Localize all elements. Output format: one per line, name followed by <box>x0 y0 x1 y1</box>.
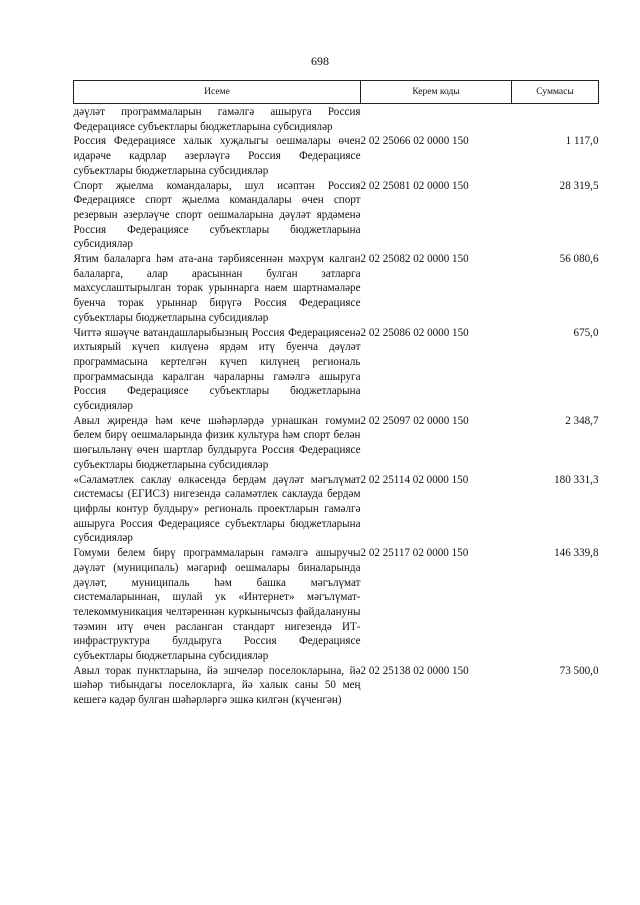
row-amount: 28 319,5 <box>559 179 599 192</box>
page-number: 698 <box>311 54 329 68</box>
row-amount: 73 500,0 <box>559 664 599 677</box>
column-header-code: Керем коды <box>361 81 512 104</box>
row-code <box>361 104 512 135</box>
row-amount: 56 080,6 <box>559 253 599 266</box>
table-row <box>74 414 599 473</box>
row-amount <box>512 104 599 135</box>
row-name: дәүләт программаларын гамәлгә ашыруга Россия Федерациясе субъектлары бюджетларына субсидияләр <box>73 106 361 133</box>
row-code: 2 02 25066 02 0000 150 <box>360 135 469 148</box>
table-row <box>74 134 599 178</box>
row-code: 2 02 25117 02 0000 150 <box>360 547 469 560</box>
row-name: Читтә яшәүче ватандашларыбызның Россия Федерациясенә ихтыярый күчеп килүенә ярдәм итү буенча дәүләт программасына кертелгән күчеп килүнең региональ программасында каралган чараларны гамәлгә ашыруга Россия Федерациясе субъектлары бюджетларына субсидияләр <box>73 326 361 413</box>
table-row <box>74 252 599 326</box>
row-name: Россия Федерациясе халык хуҗалыгы оешмалары өчен идарәче кадрлар әзерләүгә Россия Федерациясе субъектлары бюджетларына субсидияләр <box>73 135 361 177</box>
row-name: Авыл торак пунктларына, йә эшчеләр поселокларына, йә шәһәр тибындагы поселокларга, йә халык саны 50 мең кешегә кадәр булган шәһәрләргә эшкә килгән (күченгән) <box>73 664 361 707</box>
row-amount: 675,0 <box>573 326 599 339</box>
table-row <box>74 179 599 253</box>
table-header-row <box>74 81 599 104</box>
row-name: «Сәламәтлек саклау өлкәсендә бердәм дәүләт мәгълүмат системасы (ЕГИСЗ) нигезендә сәламәтлек саклауда бердәм цифрлы контур булдыру» региональ проектларын гамәлгә ашыруга Россия Федерациясе субъектлары бюджетларына субсидияләр <box>73 473 361 545</box>
row-code: 2 02 25082 02 0000 150 <box>360 253 469 266</box>
table-row <box>74 473 599 547</box>
budget-table <box>73 80 599 708</box>
row-name: Спорт җыелма командалары, шул исәптән Россия Федерациясе спорт җыелма командалары өчен спорт резервын әзерләүче спорт оешмаларына дәүләт ярдәменә Россия Федерациясе субъектлары бюджетларына субсидияләр <box>73 179 361 251</box>
row-code: 2 02 25086 02 0000 150 <box>360 326 469 339</box>
column-header-name: Исеме <box>74 81 361 104</box>
row-code: 2 02 25138 02 0000 150 <box>360 664 469 677</box>
row-name: Авыл җирендә һәм кече шәһәрләрдә урнашкан гомуми белем бирү оешмаларында физик культура һәм спорт белән шөгыльләнү өчен шартлар булдыруга Россия Федерациясе субъектлары бюджетларына субсидияләр <box>73 414 361 471</box>
row-code: 2 02 25097 02 0000 150 <box>360 414 469 427</box>
row-name: Гомуми белем бирү программаларын гамәлгә ашыручы дәүләт (муниципаль) мәгариф оешмалары биналарында дәүләт, муниципаль һәм башка мәгълүмат системаларыннан, шулай ук «Интернет» мәгълүмат-телекоммуникация челтәреннән куркынычсыз файдалануны тәэмин итү өчен расланган стандарт нигезендә ИТ-инфраструктура булдыруга Россия Федерациясе субъектлары бюджетларына субсидияләр <box>73 547 361 663</box>
row-amount: 180 331,3 <box>554 473 599 486</box>
row-code: 2 02 25114 02 0000 150 <box>360 473 469 486</box>
table-row <box>74 326 599 414</box>
table-row <box>74 104 599 135</box>
table-row <box>74 664 599 708</box>
row-amount: 2 348,7 <box>565 414 599 427</box>
table-row <box>74 546 599 664</box>
column-header-amount: Суммасы <box>512 81 599 104</box>
row-code: 2 02 25081 02 0000 150 <box>360 179 469 192</box>
row-name: Ятим балаларга һәм ата-ана тәрбиясеннән мәхрүм калган балаларга, алар арасыннан булган затларга махсуслаштырылган торак урыннарга наем шартнамәләре буенча торак урыннар бирүгә Россия Федерациясе субъектлары бюджетларына субсидияләр <box>73 253 361 324</box>
row-amount: 1 117,0 <box>565 135 599 148</box>
row-amount: 146 339,8 <box>554 547 599 560</box>
